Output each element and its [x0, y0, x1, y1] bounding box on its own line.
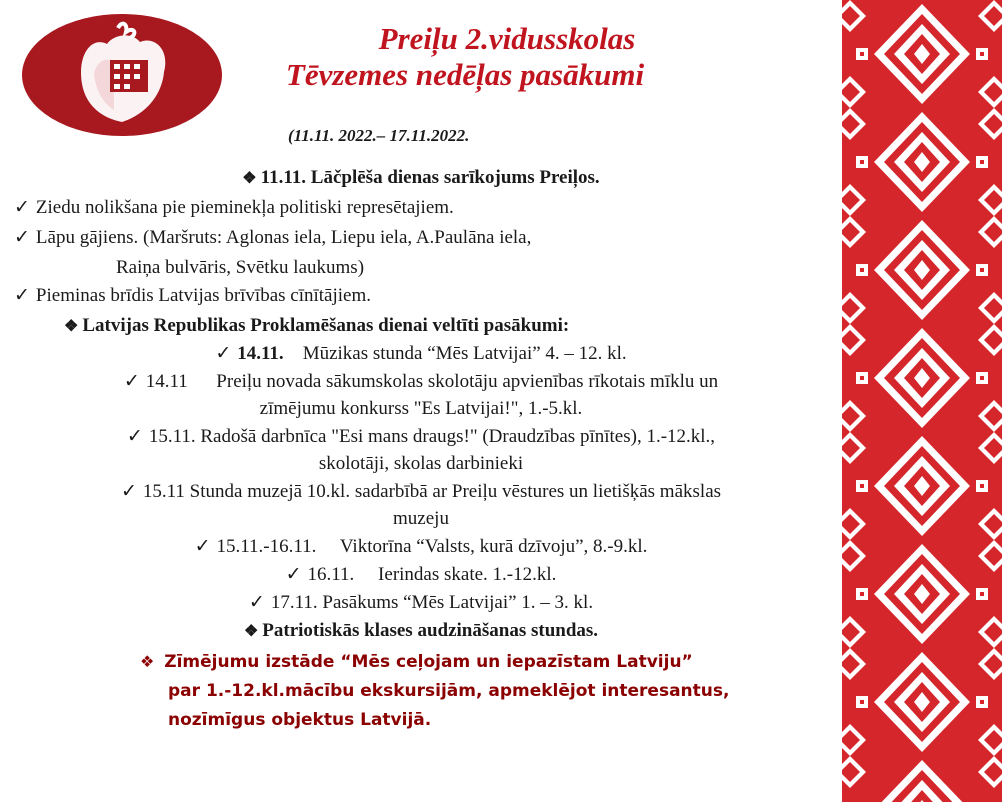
check-icon: ✓ — [14, 285, 30, 306]
check-icon: ✓ — [120, 481, 137, 502]
check-icon: ✓ — [14, 227, 30, 248]
list-item: ✓ 14.11. Mūzikas stunda “Mēs Latvijai” 4. – 12. kl. — [215, 343, 627, 364]
section-1-heading: ❖ 11.11. Lāčplēša dienas sarīkojums Preiļos. — [242, 167, 600, 188]
diamond-bullet-icon: ❖ — [242, 170, 257, 187]
diamond-bullet-icon: ❖ — [64, 318, 79, 335]
list-item-continuation: zīmējumu konkurss "Es Latvijai!", 1.-5.kl. — [259, 398, 583, 419]
check-icon: ✓ — [126, 426, 143, 447]
title-line-2: Tēvzemes nedēļas pasākumi — [285, 57, 645, 92]
check-icon: ✓ — [194, 536, 211, 557]
list-item-continuation: skolotāji, skolas darbinieki — [318, 453, 524, 474]
date-range: (11.11. 2022.– 17.11.2022. — [288, 126, 470, 145]
check-icon: ✓ — [248, 592, 265, 613]
list-item-continuation: Raiņa bulvāris, Svētku laukums) — [116, 257, 365, 278]
title-line-1: Preiļu 2.vidusskolas — [378, 21, 636, 56]
list-item: ✓ 15.11. Radošā darbnīca "Esi mans draugs!" (Draudzības pīnītes), 1.-12.kl., — [126, 426, 716, 447]
check-icon: ✓ — [285, 564, 302, 585]
folk-ornament-border — [842, 0, 1002, 802]
check-icon: ✓ — [14, 197, 30, 218]
diamond-bullet-icon: ❖ — [140, 652, 155, 671]
section-4-line-3: nozīmīgus objektus Latvijā. — [168, 710, 432, 730]
diamond-bullet-icon: ❖ — [243, 623, 259, 640]
list-item: ✓ 15.11 Stunda muzejā 10.kl. sadarbībā ar Preiļu vēstures un lietišķās mākslas — [120, 481, 722, 502]
list-item: ✓ Ziedu nolikšana pie pieminekļa politiski represētajiem. — [14, 197, 454, 218]
list-item: ✓ Lāpu gājiens. (Maršruts: Aglonas iela, Liepu iela, A.Paulāna iela, — [14, 227, 532, 248]
list-item: ✓ Pieminas brīdis Latvijas brīvības cīnītājiem. — [14, 285, 372, 306]
section-4-heading: ❖ Zīmējumu izstāde “Mēs ceļojam un iepazīstam Latviju” — [140, 652, 693, 672]
list-item-continuation: muzeju — [393, 508, 449, 529]
list-item: ✓ 17.11. Pasākums “Mēs Latvijai” 1. – 3. kl. — [248, 592, 594, 613]
section-3-heading: ❖ Patriotiskās klases audzināšanas stundas. — [243, 620, 599, 641]
check-icon: ✓ — [215, 343, 232, 364]
section-4-line-2: par 1.-12.kl.mācību ekskursijām, apmeklējot interesantus, — [168, 681, 730, 701]
school-logo — [22, 14, 222, 136]
list-item: ✓ 16.11. Ierindas skate. 1.-12.kl. — [285, 564, 557, 585]
section-2-heading: ❖ Latvijas Republikas Proklamēšanas dienai veltīti pasākumi: — [64, 315, 570, 336]
list-item: ✓ 14.11 Preiļu novada sākumskolas skolotāju apvienības rīkotais mīklu un — [123, 371, 719, 392]
check-icon: ✓ — [123, 371, 140, 392]
list-item: ✓ 15.11.-16.11. Viktorīna “Valsts, kurā dzīvoju”, 8.-9.kl. — [194, 536, 648, 557]
